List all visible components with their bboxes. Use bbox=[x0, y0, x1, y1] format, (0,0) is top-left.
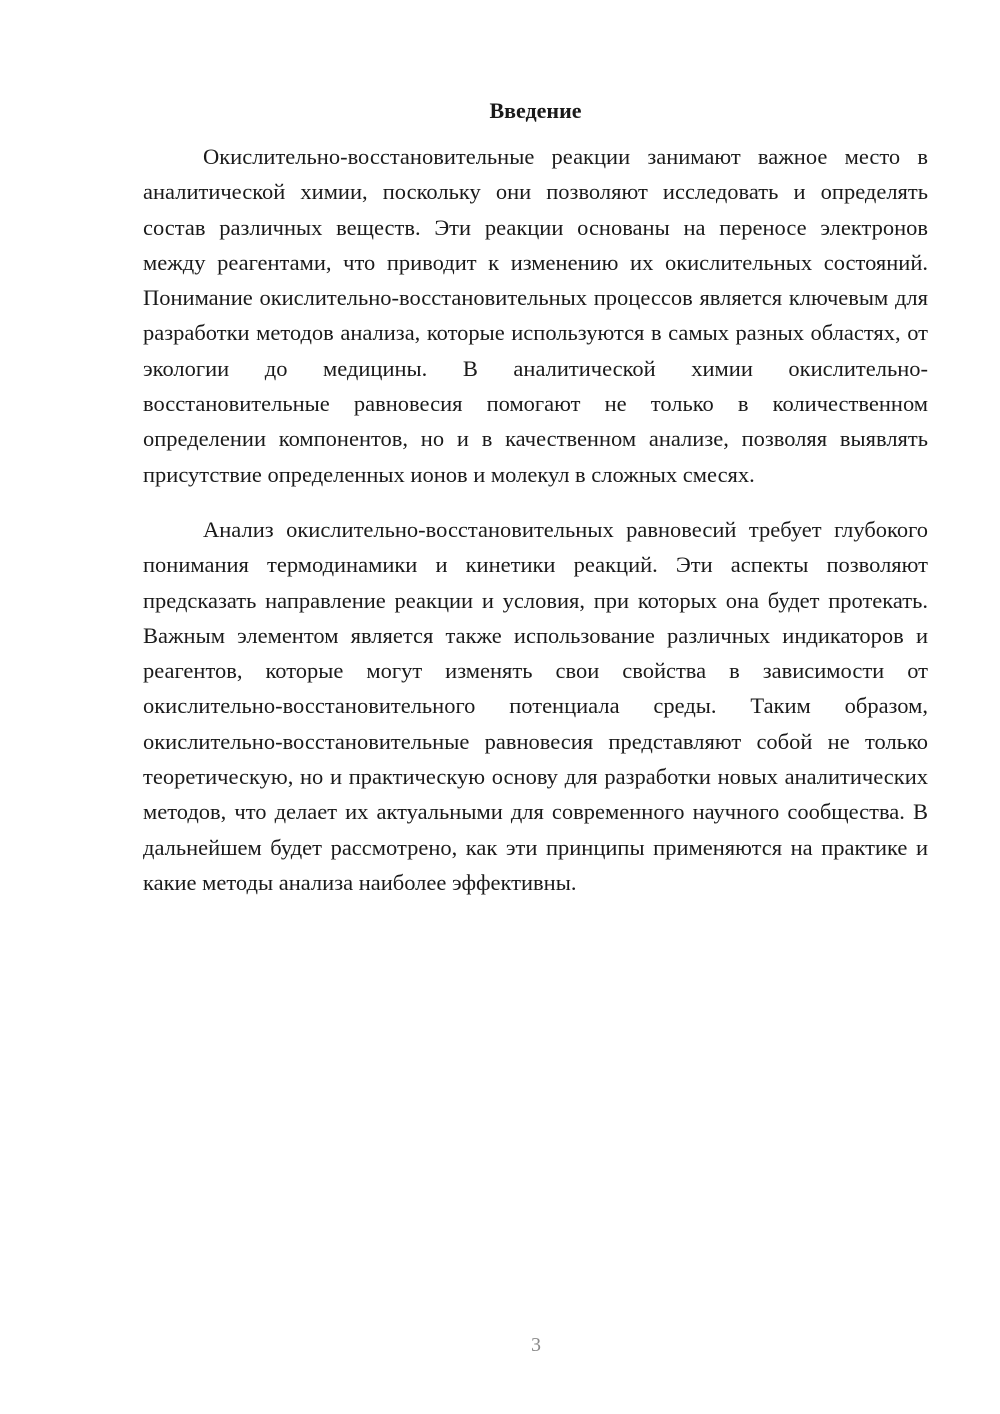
section-title: Введение bbox=[489, 98, 582, 123]
page-number: 3 bbox=[531, 1334, 541, 1356]
paragraph-2: Анализ окислительно-восстановительных равновесий требует глубокого понимания термодинамики и кинетики реакций. Эти аспекты позволяют предсказать направление реакции и условия, при которых она будет протекать. Важным элементом является также использование различных индикаторов и реагентов, которые могут изменять свои свойства в зависимости от окислительно-восстановительного потенциала среды. Таким образом, окислительно-восстановительные равновесия представляют собой не только теоретическую, но и практическую основу для разработки новых аналитических методов, что делает их актуальными для современного научного сообщества. В дальнейшем будет рассмотрено, как эти принципы применяются на практике и какие методы анализа наиболее эффективны. bbox=[143, 516, 928, 895]
page-content bbox=[143, 95, 928, 900]
paragraph-1: Окислительно-восстановительные реакции занимают важное место в аналитической химии, поскольку они позволяют исследовать и определять состав различных веществ. Эти реакции основаны на переносе электронов между реагентами, что приводит к изменению их окислительных состояний. Понимание окислительно-восстановительных процессов является ключевым для разработки методов анализа, которые используются в самых разных областях, от экологии до медицины. В аналитической химии окислительно-восстановительные равновесия помогают не только в количественном определении компонентов, но и в качественном анализе, позволяя выявлять присутствие определенных ионов и молекул в сложных смесях. bbox=[143, 144, 928, 487]
